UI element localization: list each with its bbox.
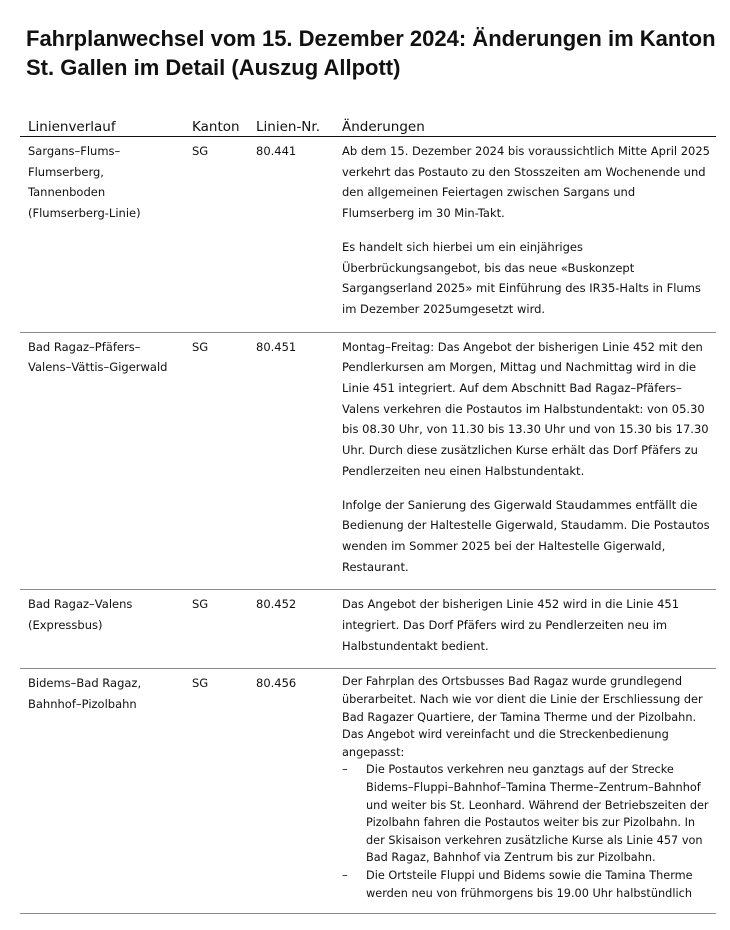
list-item-text: Die Postautos verkehren neu ganztags auf der Strecke Bidems–Fluppi–Bahnhof–Tamina Therme–Zentrum–Bahnhof und weiter bis St. Leonhard. Während der Betriebszeiten der Pizolbahn fahren die Postautos weiter bis zur Pizolbahn. In der Skisaison verkehren zusätzliche Kurse als Linie 457 von Bad Ragaz, Bahnhof via Zentrum bis zur Pizolbahn. bbox=[366, 763, 709, 865]
changes-paragraph: Montag–Freitag: Das Angebot der bisherigen Linie 452 mit den Pendlerkursen am Morgen, Mittag und Nachmittag wird in die Linie 451 integriert. Auf dem Abschnitt Bad Ragaz–Pfäfers–Valens verkehren die Postautos im Halbstundentakt: von 05.30 bis 08.30 Uhr, von 11.30 bis 13.30 Uhr und von 15.30 bis 17.30 Uhr. Durch diese zusätzlichen Kurse erhält das Dorf Pfäfers zu Pendlerzeiten neu einen Halbstundentakt. bbox=[342, 339, 709, 478]
route-cell bbox=[20, 332, 184, 590]
table-row bbox=[20, 137, 716, 333]
changes-paragraph: Das Angebot der bisherigen Linie 452 wird in die Linie 451 integriert. Das Dorf Pfäfers wird zu Pendlerzeiten neu im Halbstundentakt bedient. bbox=[342, 597, 680, 653]
header-route: Linienverlauf bbox=[20, 114, 184, 137]
dash-marker: – bbox=[342, 869, 348, 882]
changes-cell bbox=[334, 137, 716, 333]
line-number-cell: 80.451 bbox=[248, 332, 334, 590]
line-number-cell: 80.441 bbox=[248, 137, 334, 333]
table-row bbox=[20, 669, 716, 914]
table-row bbox=[20, 590, 716, 669]
route-text: Bad Ragaz–Valens (Expressbus) bbox=[28, 597, 133, 633]
route-text: Bidems–Bad Ragaz, Bahnhof–Pizolbahn bbox=[28, 676, 142, 712]
document-title: Fahrplanwechsel vom 15. Dezember 2024: Änderungen im Kanton St. Gallen im Detail (Auszug Allpott) bbox=[26, 26, 716, 80]
dash-marker: – bbox=[342, 763, 348, 777]
changes-cell bbox=[334, 332, 716, 590]
changes-paragraph: Ab dem 15. Dezember 2024 bis voraussichtlich Mitte April 2025 verkehrt das Postauto zu den Stosszeiten am Wochenende und den allgemeinen Feiertagen zwischen Sargans und Flumserberg im 30 Min-Takt. bbox=[342, 144, 710, 221]
canton-cell: SG bbox=[184, 137, 248, 333]
changes-bullet-list bbox=[342, 761, 710, 902]
changes-paragraph: Es handelt sich hierbei um ein einjähriges Überbrückungsangebot, bis das neue «Buskonzept Sargangserland 2025» mit Einführung des IR35-Halts in Flums im Dezember 2025umgesetzt wird. bbox=[342, 239, 701, 316]
route-cell bbox=[20, 137, 184, 333]
canton-cell: SG bbox=[184, 332, 248, 590]
changes-paragraph: Infolge der Sanierung des Gigerwald Staudammes entfällt die Bedienung der Haltestelle Gigerwald, Staudamm. Die Postautos wenden im Sommer 2025 bei der Haltestelle Gigerwald, Restaurant. bbox=[342, 497, 710, 574]
route-cell bbox=[20, 669, 184, 914]
list-item bbox=[342, 867, 710, 902]
list-item bbox=[342, 761, 710, 867]
route-text: Sargans–Flums– Flumserberg, Tannenboden (Flumserberg-Linie) bbox=[28, 144, 141, 221]
route-cell bbox=[20, 590, 184, 669]
changes-cell bbox=[334, 669, 716, 914]
route-text: Bad Ragaz–Pfäfers– Valens–Vättis–Gigerwald bbox=[28, 339, 168, 375]
canton-cell: SG bbox=[184, 669, 248, 914]
changes-cell bbox=[334, 590, 716, 669]
changes-table bbox=[20, 114, 716, 914]
list-item-text: Die Ortsteile Fluppi und Bidems sowie die Tamina Therme werden neu von frühmorgens bis 19.00 Uhr halbstündlich bbox=[366, 869, 693, 900]
line-number-cell: 80.452 bbox=[248, 590, 334, 669]
table-row bbox=[20, 332, 716, 590]
line-number-cell: 80.456 bbox=[248, 669, 334, 914]
header-line-number: Linien-Nr. bbox=[248, 114, 334, 137]
table-header-row bbox=[20, 114, 716, 137]
changes-intro: Der Fahrplan des Ortsbusses Bad Ragaz wurde grundlegend überarbeitet. Nach wie vor dient die Linie der Erschliessung der Bad Ragazer Quartiere, der Tamina Therme und der Pizolbahn. Das Angebot wird vereinfacht und die Streckenbedienung angepasst: bbox=[342, 675, 703, 759]
header-changes: Änderungen bbox=[334, 114, 716, 137]
header-canton: Kanton bbox=[184, 114, 248, 137]
canton-cell: SG bbox=[184, 590, 248, 669]
